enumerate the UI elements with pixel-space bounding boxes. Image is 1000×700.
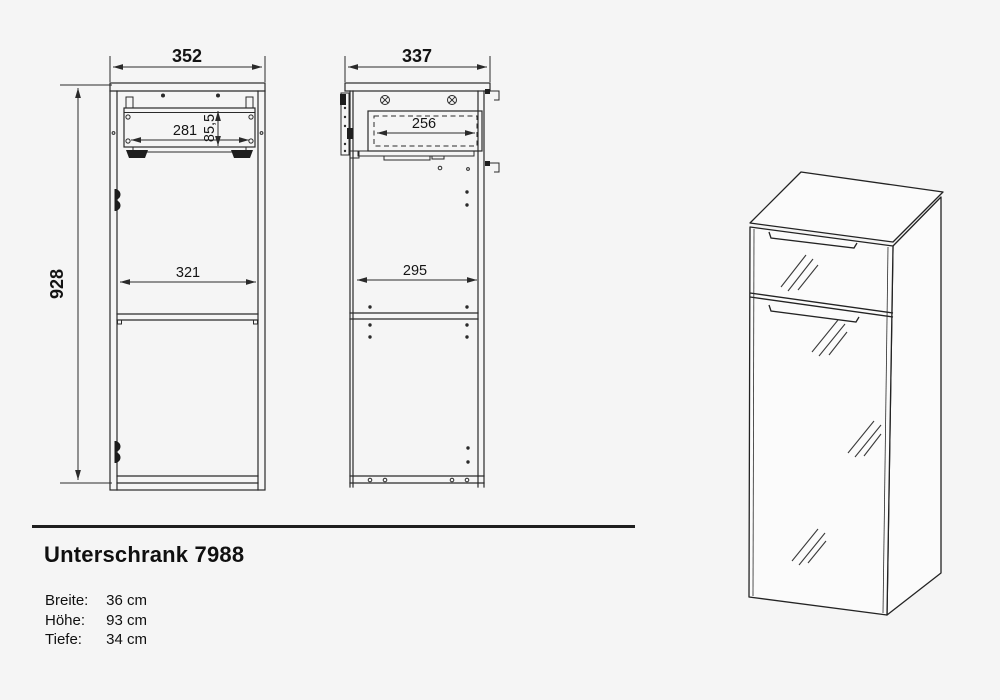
side-depth-dimension <box>345 46 490 82</box>
cabinet-front-face <box>749 227 893 615</box>
front-height-dimension <box>47 85 112 483</box>
divider-line <box>32 525 635 528</box>
front-carcass <box>110 83 265 490</box>
front-width-label: 352 <box>171 46 203 66</box>
side-depth-label: 337 <box>401 46 433 66</box>
drawer-slide-rail <box>340 93 353 155</box>
wall-hook-top <box>485 89 499 100</box>
spec-label: Breite: <box>45 592 89 609</box>
spec-label: Tiefe: <box>45 631 82 648</box>
screw-icon <box>448 96 457 105</box>
spec-value: 34 cm <box>106 631 148 648</box>
front-shelf <box>117 314 258 324</box>
front-height-label: 928 <box>47 268 67 300</box>
spec-row-breite <box>45 591 147 611</box>
shelf-pin-holes <box>368 190 469 463</box>
perspective-view <box>749 172 943 615</box>
spec-row-tiefe <box>45 630 147 650</box>
side-drawer <box>350 111 482 170</box>
side-interior-dimension <box>357 263 477 280</box>
spec-value: 36 cm <box>106 592 148 609</box>
front-drawer <box>124 97 255 158</box>
specs-list <box>45 591 147 650</box>
interior-depth-label: 295 <box>402 263 428 279</box>
front-view <box>47 46 265 490</box>
drawer-width-label: 281 <box>172 123 198 139</box>
front-interior-dimension <box>120 265 256 282</box>
drawer-front-height-label: 85,5 <box>202 113 218 143</box>
side-shelf <box>350 313 478 319</box>
interior-width-label: 321 <box>175 265 201 281</box>
cabinet-side-face <box>887 197 941 615</box>
side-carcass <box>345 83 490 487</box>
front-width-dimension <box>110 46 265 82</box>
spec-row-hoehe <box>45 611 147 631</box>
product-title: Unterschrank 7988 <box>44 542 245 567</box>
side-view <box>340 46 499 487</box>
screw-icon <box>381 96 390 105</box>
wall-hook-middle <box>485 161 499 172</box>
spec-label: Höhe: <box>45 611 86 629</box>
spec-value: 93 cm <box>106 611 148 629</box>
drawer-depth-label: 256 <box>411 116 437 132</box>
